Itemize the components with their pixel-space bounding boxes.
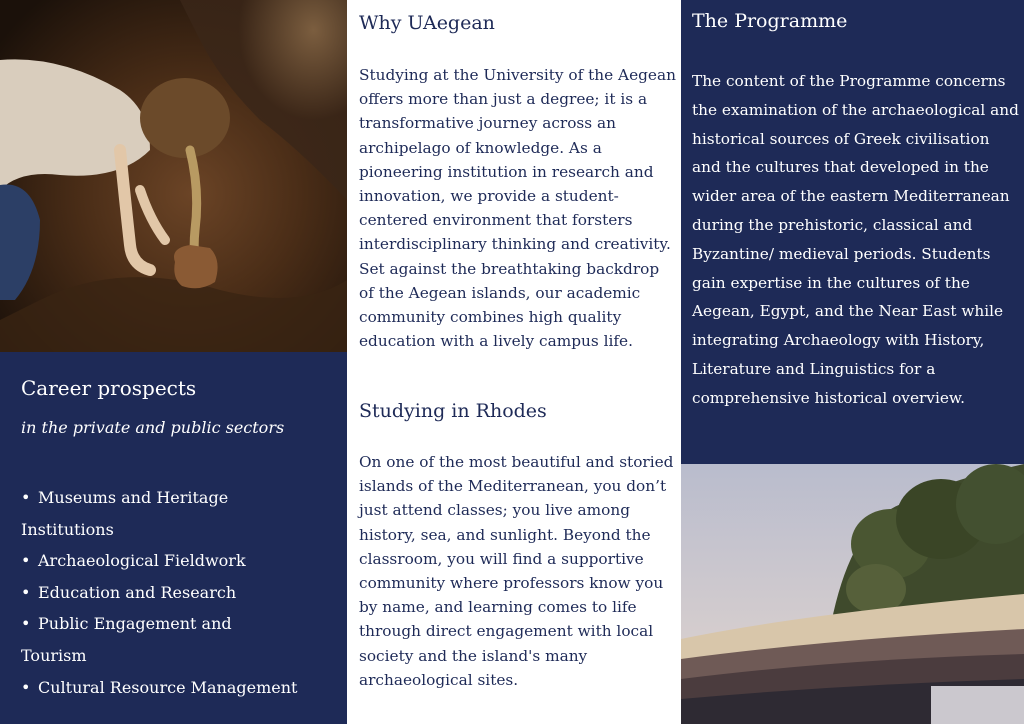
career-list <box>21 482 341 703</box>
studying-in-rhodes-text: On one of the most beautiful and storied islands of the Mediterranean, you don’t just attend classes; you live among history, sea, and sunlight. Beyond the classroom, you will find a supportive community where professors know you by name, and learning comes to life through direct engagement with local society and the island's many archaeological sites. <box>359 453 674 689</box>
career-item: • Education and Research <box>21 582 237 602</box>
excavation-photo <box>0 0 347 352</box>
middle-column <box>347 0 681 724</box>
career-item: • Archaeological Fieldwork <box>21 551 246 571</box>
right-column <box>681 0 1024 724</box>
ancient-theatre-photo <box>681 464 1024 724</box>
left-column <box>0 0 347 724</box>
programme-text: The content of the Programme concerns the examination of the archaeological and historical sources of Greek civilisation and the cultures that developed in the wider area of the eastern Mediterranean during the prehistoric, classical and Byzantine/ medieval periods. Students gain expertise in the cultures of the Aegean, Egypt, and the Near East while integrating Archaeology with History, Literature and Linguistics for a comprehensive historical overview. <box>692 72 1019 407</box>
career-item: • Cultural Resource Management <box>21 677 298 697</box>
career-title: Career prospects <box>21 376 197 400</box>
career-subtitle: in the private and public sectors <box>21 418 285 437</box>
career-item: • Public Engagement and <box>21 614 232 634</box>
studying-in-rhodes-heading: Studying in Rhodes <box>359 400 547 422</box>
programme-heading: The Programme <box>692 10 848 32</box>
career-item-continuation: Institutions <box>21 519 114 539</box>
why-uaegean-heading: Why UAegean <box>359 12 495 34</box>
theatre-photo-illustration <box>681 464 1024 724</box>
career-item-continuation: Tourism <box>21 645 87 665</box>
career-prospects-section <box>0 352 347 724</box>
excavation-photo-illustration <box>0 0 347 352</box>
career-item: • Museums and Heritage <box>21 488 229 507</box>
why-uaegean-text: Studying at the University of the Aegean offers more than just a degree; it is a transformative journey across an archipelago of knowledge. As a pioneering institution in research and innovation, we provide a student-centered environment that forsters interdisciplinary thinking and creativity. Set against the breathtaking backdrop of the Aegean islands, our academic community combines high quality education with a lively campus life. <box>359 66 676 351</box>
